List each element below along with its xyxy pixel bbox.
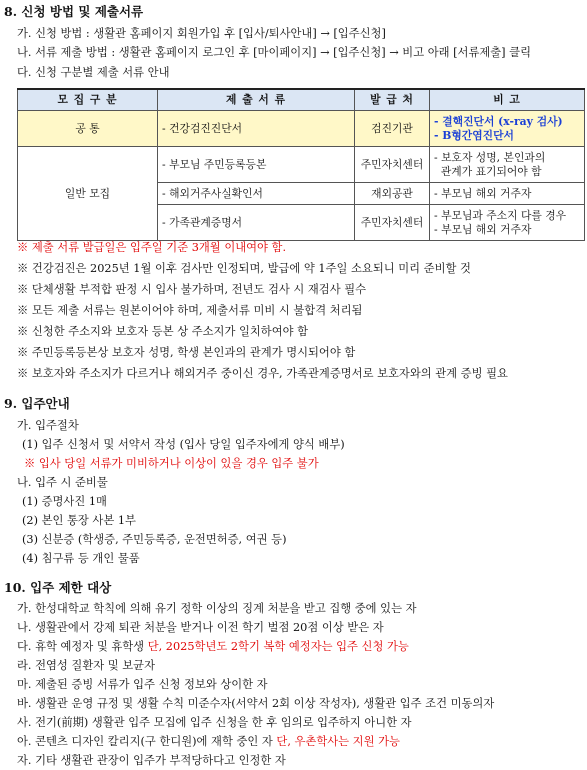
- s8-note: ※ 단체생활 부적합 판정 시 입사 불가하며, 전년도 검사 시 재검사 필수: [17, 283, 367, 296]
- common-note-1: - 결핵진단서 (x-ray 검사): [434, 114, 563, 128]
- common-document: - 건강검진진단서: [158, 111, 355, 147]
- table-header-row: [18, 89, 585, 111]
- s8-item-da: 다. 신청 구분별 제출 서류 안내: [17, 66, 170, 79]
- document-requirements-table: [17, 88, 585, 241]
- common-notes: [430, 111, 585, 147]
- general-notes: [430, 147, 585, 183]
- s10-item: 자. 기타 생활관 관장이 입주가 부적당하다고 인정한 자: [17, 754, 286, 767]
- s9-prep-item: (4) 침구류 등 개인 물품: [22, 552, 140, 565]
- section-8-title: 8. 신청 방법 및 제출서류: [4, 4, 144, 19]
- s9-step: (1) 입주 신청서 및 서약서 작성 (입사 당일 입주자에게 양식 배부): [22, 438, 345, 451]
- s9-warning: ※ 입사 당일 서류가 미비하거나 이상이 있을 경우 입주 불가: [24, 457, 319, 470]
- s10-item: 나. 생활관에서 강제 퇴관 처분을 받거나 이전 학기 벌점 20점 이상 받은 자: [17, 621, 384, 634]
- s10-item: 다. 휴학 예정자 및 휴학생 단, 2025학년도 2학기 복학 예정자는 입주 신청 가능: [17, 640, 409, 653]
- header-category: 모 집 구 분: [18, 89, 158, 111]
- s10-item: 가. 한성대학교 학칙에 의해 유기 정학 이상의 징계 처분을 받고 집행 중에 있는 자: [17, 602, 417, 615]
- s8-note: ※ 모든 제출 서류는 원본이어야 하며, 제출서류 미비 시 불합격 처리됨: [17, 304, 363, 317]
- general-note-2: - 부모님 해외 거주자: [434, 222, 532, 236]
- s10-item: 바. 생활관 운영 규정 및 생활 수칙 미준수자(서약서 2회 이상 작성자), 생활관 입주 조건 미동의자: [17, 697, 495, 710]
- s8-note: ※ 신청한 주소지와 보호자 등본 상 주소지가 일치하여야 함: [17, 325, 309, 338]
- s8-note: ※ 주민등록등본상 보호자 성명, 학생 본인과의 관계가 명시되어야 함: [17, 346, 356, 359]
- general-issuer: 주민자치센터: [355, 147, 430, 183]
- common-note-2: - B형간염진단서: [434, 128, 514, 142]
- header-notes: 비 고: [430, 89, 585, 111]
- general-note-1: - 부모님과 주소지 다를 경우: [434, 208, 567, 222]
- general-note-1: - 부모님 해외 거주자: [430, 183, 585, 205]
- s9-prep-item: (2) 본인 통장 사본 1부: [22, 514, 136, 527]
- general-note-2: 관계가 표기되어야 함: [434, 164, 542, 178]
- general-document: - 해외거주사실확인서: [158, 183, 355, 205]
- general-document: - 가족관계증명서: [158, 205, 355, 241]
- section-9-title: 9. 입주안내: [4, 396, 70, 411]
- s10-item: 사. 전기(前期) 생활관 입주 모집에 입주 신청을 한 후 임의로 입주하지 아니한 자: [17, 716, 412, 729]
- general-document: - 부모님 주민등록등본: [158, 147, 355, 183]
- s8-note: ※ 제출 서류 발급일은 입주일 기준 3개월 이내여야 함.: [17, 241, 287, 254]
- s9-item-ga: 가. 입주절차: [17, 419, 79, 432]
- s9-prep-item: (3) 신분증 (학생증, 주민등록증, 운전면허증, 여권 등): [22, 533, 287, 546]
- s10-item: 마. 제출된 증빙 서류가 입주 신청 정보와 상이한 자: [17, 678, 268, 691]
- s8-item-ga: 가. 신청 방법 : 생활관 홈페이지 회원가입 후 [입사/퇴사안내] → [입주신청]: [17, 27, 386, 40]
- s8-note: ※ 건강검진은 2025년 1월 이후 검사만 인정되며, 발급에 약 1주일 소요되니 미리 준비할 것: [17, 262, 471, 275]
- common-issuer: 검진기관: [355, 111, 430, 147]
- s10-item: 아. 콘텐츠 디자인 칼리지(구 한디원)에 재학 중인 자 단, 우촌학사는 지원 가능: [17, 735, 400, 748]
- category-general: 일반 모집: [18, 147, 158, 241]
- table-row: [18, 147, 585, 183]
- category-common: 공 통: [18, 111, 158, 147]
- s9-item-na: 나. 입주 시 준비물: [17, 476, 108, 489]
- header-documents: 제 출 서 류: [158, 89, 355, 111]
- header-issuer: 발 급 처: [355, 89, 430, 111]
- table-row-common: [18, 111, 585, 147]
- general-issuer: 주민자치센터: [355, 205, 430, 241]
- general-notes: [430, 205, 585, 241]
- s8-item-na: 나. 서류 제출 방법 : 생활관 홈페이지 로그인 후 [마이페이지] → [입주신청] → 비고 아래 [서류제출] 클릭: [17, 46, 532, 59]
- s8-note: ※ 보호자와 주소지가 다르거나 해외거주 중이신 경우, 가족관계증명서로 보호자와의 관계 증빙 필요: [17, 367, 508, 380]
- s10-item: 라. 전염성 질환자 및 보균자: [17, 659, 155, 672]
- general-issuer: 재외공관: [355, 183, 430, 205]
- section-10-title: 10. 입주 제한 대상: [4, 580, 112, 595]
- s9-prep-item: (1) 증명사진 1매: [22, 495, 107, 508]
- general-note-1: - 보호자 성명, 본인과의: [434, 150, 546, 164]
